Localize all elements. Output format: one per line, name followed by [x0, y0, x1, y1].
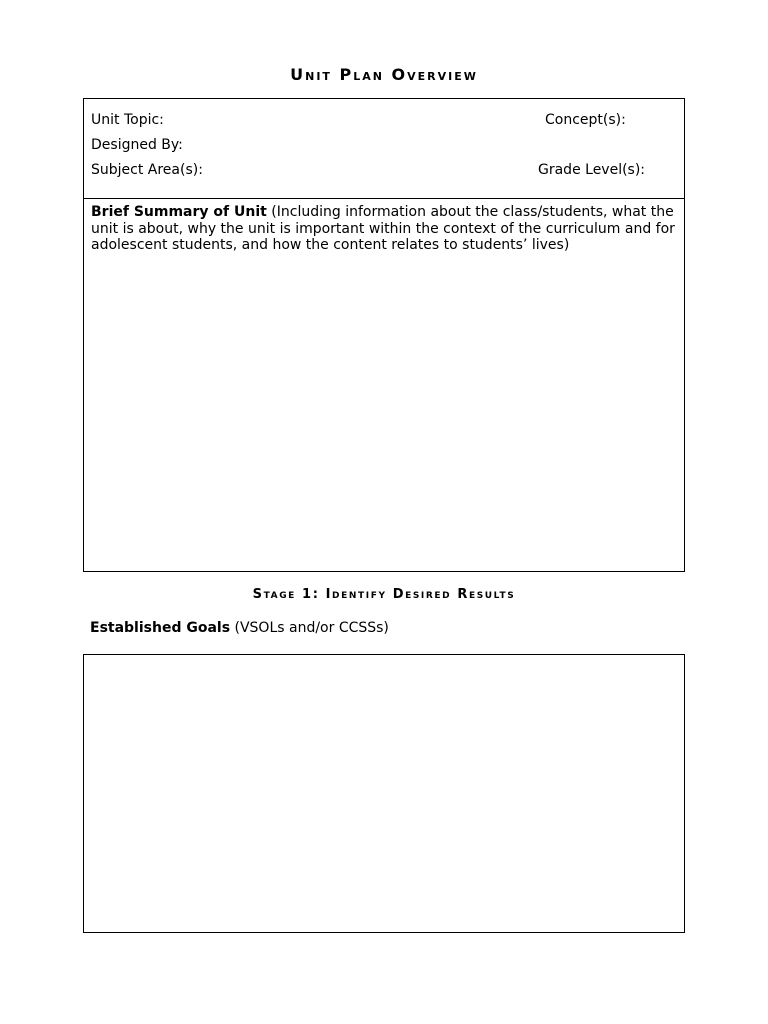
unit-topic-label: Unit Topic: — [91, 112, 164, 128]
unit-overview-table — [83, 98, 685, 572]
summary-text — [91, 204, 677, 254]
stage-1-heading: Stage 1: Identify Desired Results — [252, 587, 516, 602]
goals-note: (VSOLs and/or CCSSs) — [234, 620, 389, 636]
summary-section — [84, 199, 684, 571]
page-title: Unit Plan Overview — [290, 65, 478, 84]
designed-by-label: Designed By: — [91, 137, 183, 153]
grade-level-label: Grade Level(s): — [538, 162, 646, 178]
subject-area-label: Subject Area(s): — [91, 162, 203, 178]
goals-heading: Established Goals — [90, 620, 231, 636]
summary-description: (Including information about the class/students, what the unit is about, why the unit is important within the context of the curriculum and for adolescent students, and how the content relates to students’ lives) — [91, 204, 675, 253]
concepts-label: Concept(s): — [545, 112, 626, 128]
established-goals-label — [90, 619, 389, 637]
summary-heading: Brief Summary of Unit — [91, 204, 267, 220]
unit-info-section — [84, 99, 684, 199]
established-goals-box — [83, 654, 685, 933]
